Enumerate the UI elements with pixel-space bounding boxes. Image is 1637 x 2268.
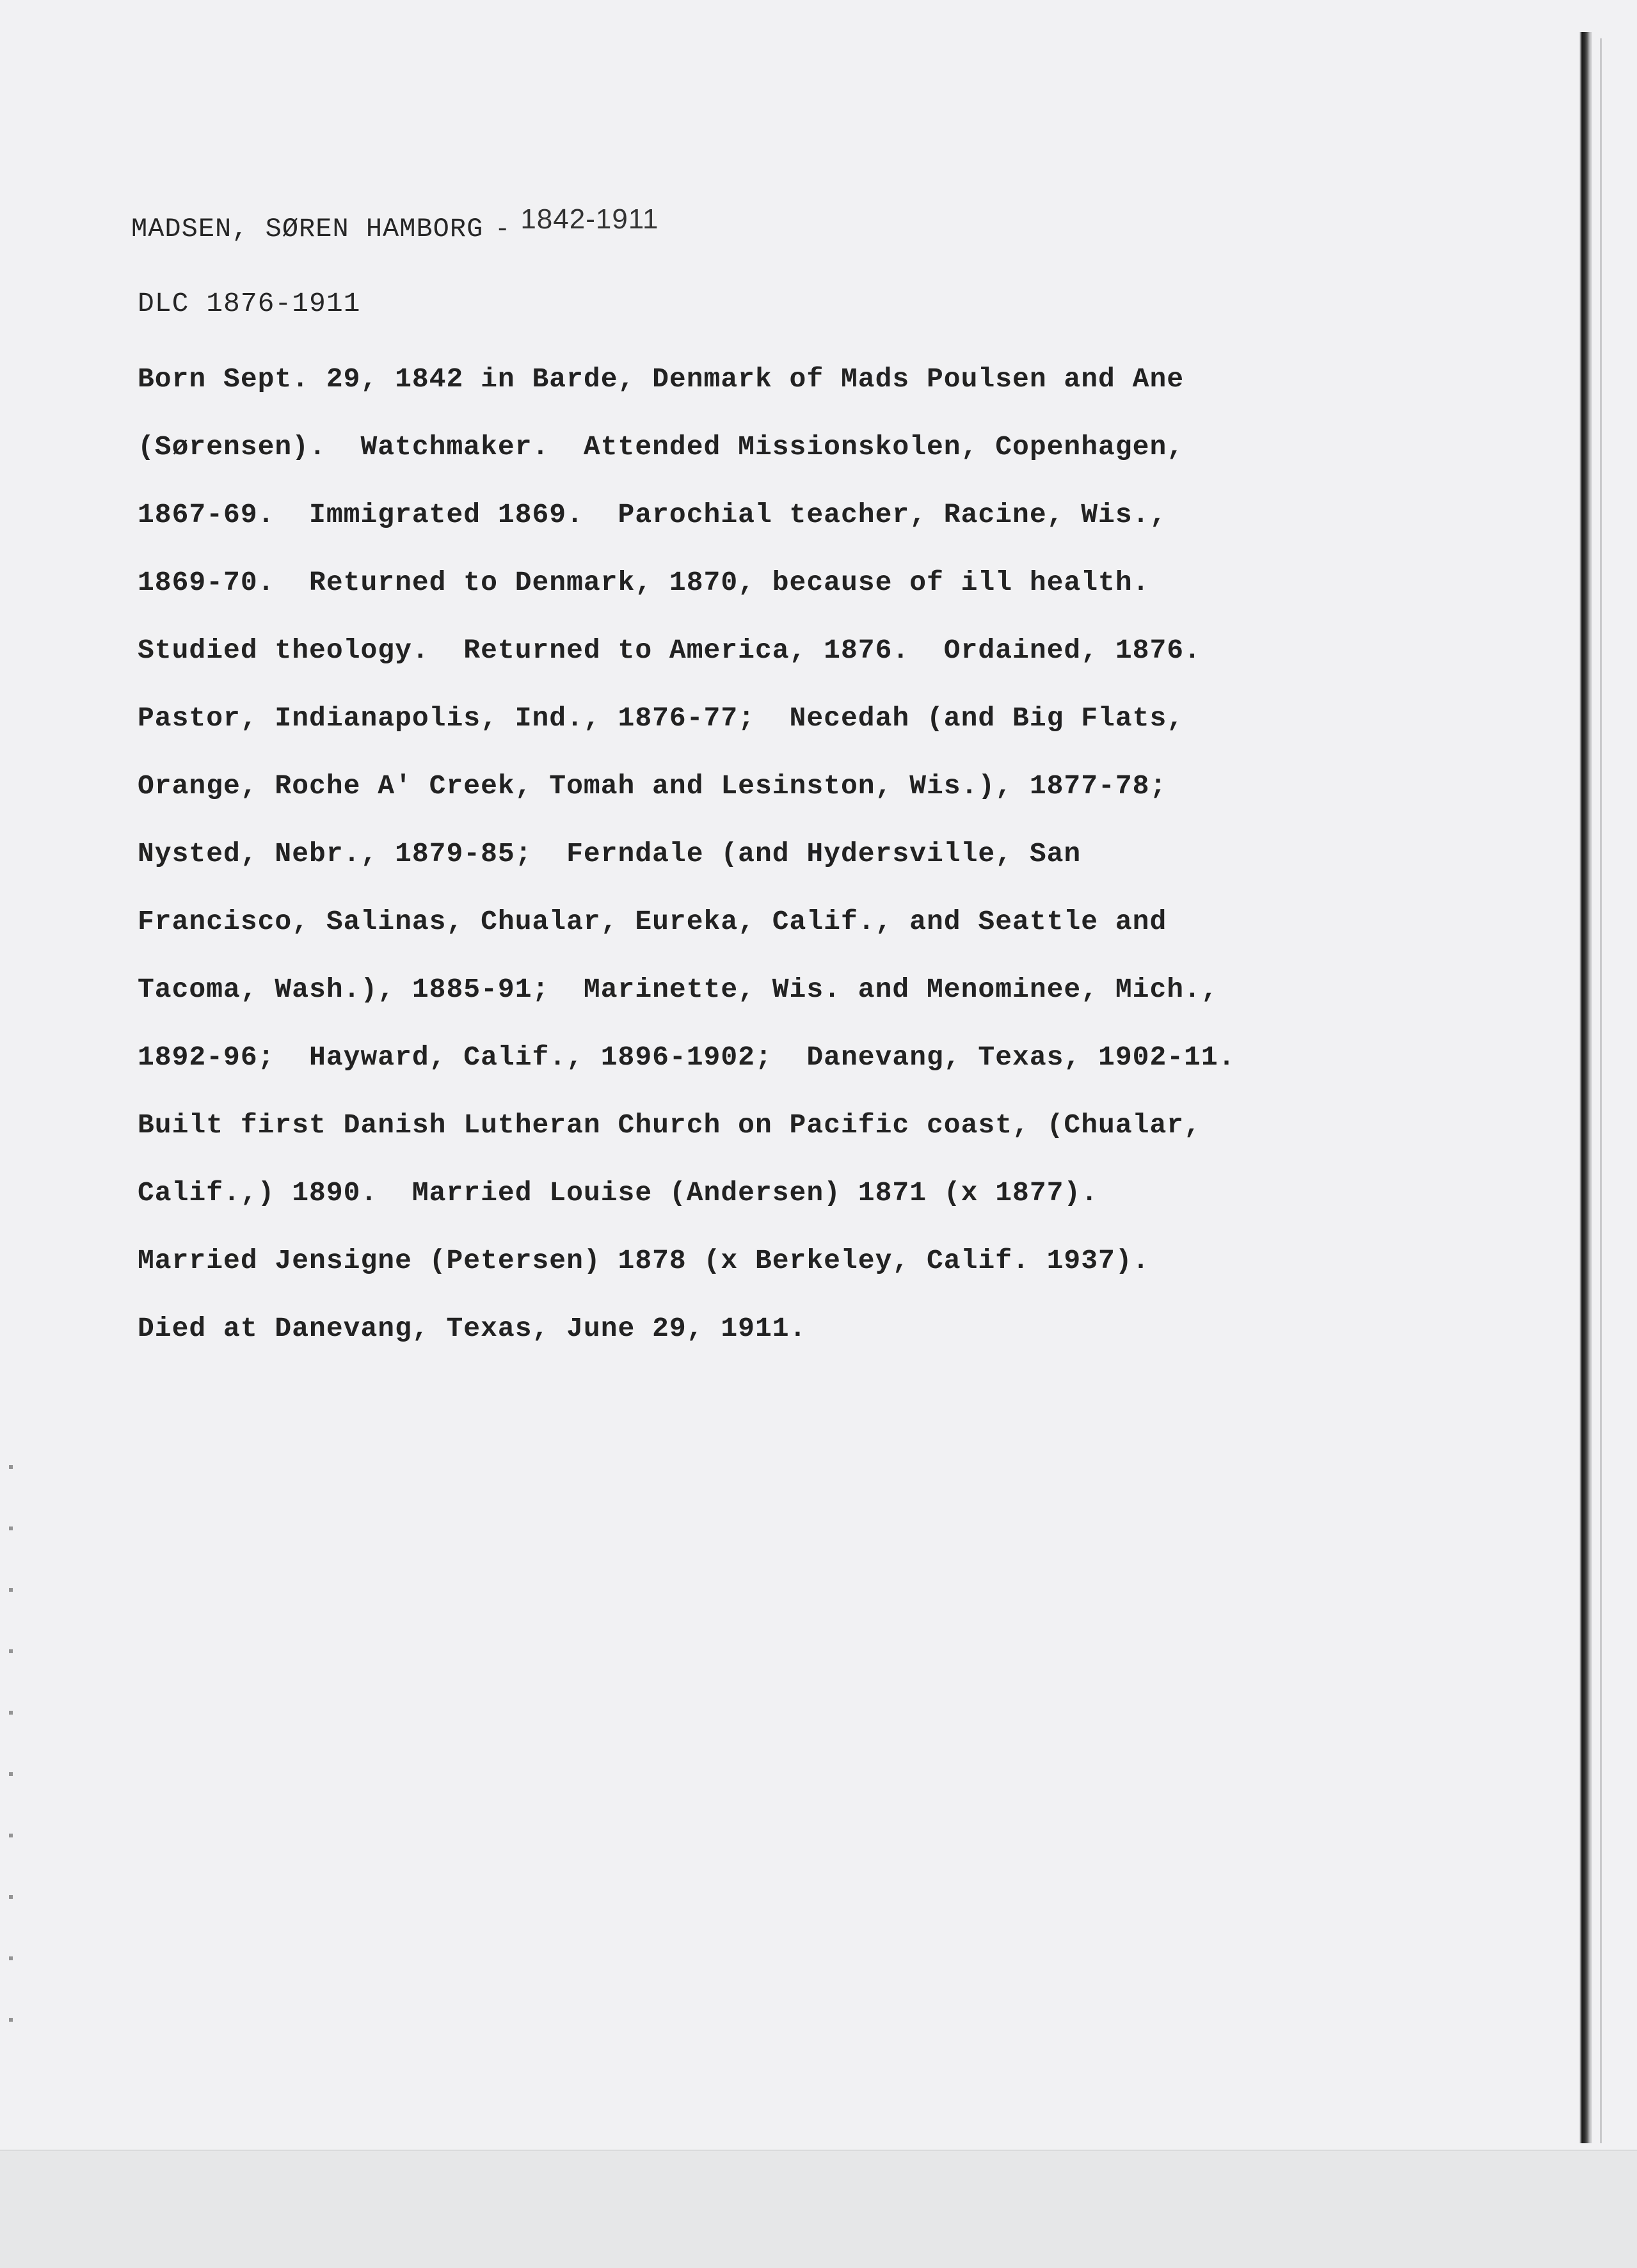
- text-line: (Sørensen). Watchmaker. Attended Missionskolen, Copenhagen,: [138, 431, 1185, 463]
- text-line: 1892-96; Hayward, Calif., 1896-1902; Danevang, Texas, 1902-11.: [138, 1042, 1236, 1073]
- text-line: 1867-69. Immigrated 1869. Parochial teacher, Racine, Wis.,: [138, 499, 1167, 530]
- text-line: Tacoma, Wash.), 1885-91; Marinette, Wis. and Menominee, Mich.,: [138, 974, 1218, 1005]
- text-line: Calif.,) 1890. Married Louise (Andersen) 1871 (x 1877).: [138, 1177, 1099, 1209]
- record-heading: [131, 203, 659, 262]
- text-line: Died at Danevang, Texas, June 29, 1911.: [138, 1313, 807, 1344]
- scan-edge-shadow: [1579, 32, 1592, 2143]
- text-line: Nysted, Nebr., 1879-85; Ferndale (and Hydersville, San: [138, 838, 1082, 869]
- text-line: Pastor, Indianapolis, Ind., 1876-77; Necedah (and Big Flats,: [138, 702, 1185, 734]
- text-line: Built first Danish Lutheran Church on Pacific coast, (Chualar,: [138, 1109, 1201, 1141]
- text-line: Born Sept. 29, 1842 in Barde, Denmark of Mads Poulsen and Ane: [138, 363, 1185, 395]
- dlc-line: DLC 1876-1911: [138, 288, 361, 319]
- text-line: Married Jensigne (Petersen) 1878 (x Berkeley, Calif. 1937).: [138, 1245, 1150, 1276]
- heading-dash: -: [495, 216, 511, 244]
- text-line: Orange, Roche A' Creek, Tomah and Lesinston, Wis.), 1877-78;: [138, 770, 1167, 802]
- text-line: 1869-70. Returned to Denmark, 1870, because of ill health.: [138, 567, 1150, 598]
- text-line: Francisco, Salinas, Chualar, Eureka, Calif., and Seattle and: [138, 906, 1167, 937]
- record-name: MADSEN, SØREN HAMBORG: [131, 214, 484, 244]
- scan-edge-line: [1600, 38, 1602, 2143]
- text-line: Studied theology. Returned to America, 1876. Ordained, 1876.: [138, 635, 1201, 666]
- scan-specks: [9, 1408, 13, 2047]
- handwritten-dates: 1842-1911: [520, 203, 659, 235]
- biography-text: [138, 345, 1577, 1363]
- scanner-bed: [0, 2150, 1637, 2268]
